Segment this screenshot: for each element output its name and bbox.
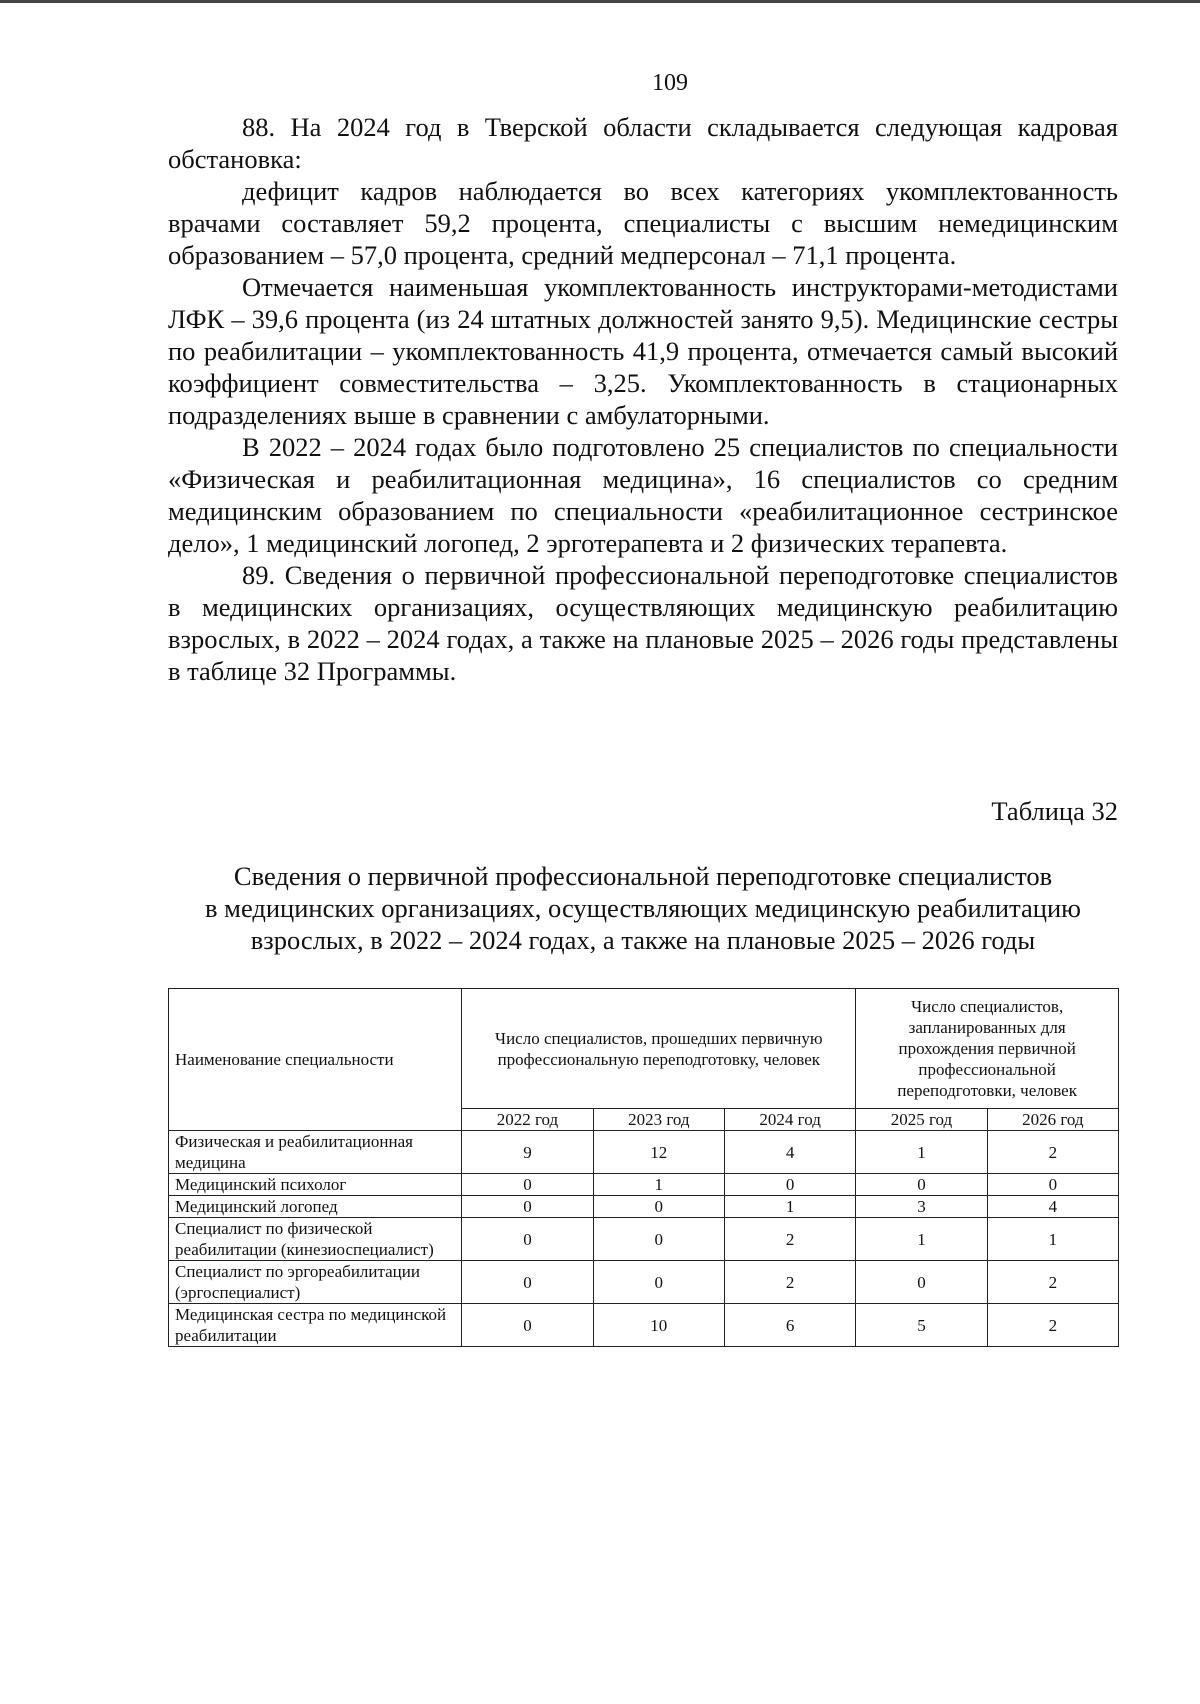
header-year: 2024 год [724,1109,855,1131]
table-row [169,1261,1119,1304]
table-title-line: взрослых, в 2022 – 2024 годах, а также на плановые 2025 – 2026 годы [250,925,1036,955]
cell-value: 0 [462,1218,593,1261]
cell-value: 3 [856,1196,987,1218]
table-title-line: в медицинских организациях, осуществляющих медицинскую реабилитацию [205,893,1081,923]
cell-value: 0 [593,1196,724,1218]
cell-value: 10 [593,1304,724,1347]
cell-value: 0 [856,1261,987,1304]
header-year: 2022 год [462,1109,593,1131]
paragraph-deficit: дефицит кадров наблюдается во всех категориях укомплектованность врачами составляет 59,2 процента, специалисты с высшим немедицинским образованием – 57,0 процента, средний медперсонал – 71,1 процента. [168,176,1118,270]
cell-value: 4 [987,1196,1118,1218]
specialty-name: Медицинский психолог [169,1174,462,1196]
cell-value: 1 [593,1174,724,1196]
cell-value: 2 [987,1261,1118,1304]
cell-value: 0 [462,1304,593,1347]
paragraph-88: 88. На 2024 год в Тверской области складывается следующая кадровая обстановка: [168,112,1118,174]
cell-value: 12 [593,1131,724,1174]
specialty-name: Медицинский логопед [169,1196,462,1218]
header-specialty: Наименование специальности [169,989,462,1131]
header-trained: Число специалистов, прошедших первичную профессиональную переподготовку, человек [462,989,856,1109]
cell-value: 0 [593,1261,724,1304]
cell-value: 0 [462,1196,593,1218]
cell-value: 6 [724,1304,855,1347]
cell-value: 4 [724,1131,855,1174]
cell-value: 0 [462,1261,593,1304]
table-row [169,1174,1119,1196]
specialty-name: Специалист по физической реабилитации (кинезиоспециалист) [169,1218,462,1261]
cell-value: 1 [724,1196,855,1218]
cell-value: 1 [856,1131,987,1174]
cell-value: 1 [856,1218,987,1261]
cell-value: 0 [856,1174,987,1196]
cell-value: 2 [987,1131,1118,1174]
cell-value: 2 [724,1218,855,1261]
cell-value: 0 [462,1174,593,1196]
cell-value: 0 [724,1174,855,1196]
paragraph-89: 89. Сведения о первичной профессиональной переподготовке специалистов в медицинских организациях, осуществляющих медицинскую реабилитацию взрослых, в 2022 – 2024 годах, а также на плановые 2025 – 2026 годы представлены в таблице 32 Программы. [168,560,1118,686]
table-row [169,1304,1119,1347]
cell-value: 2 [987,1304,1118,1347]
page-number: 109 [652,70,688,96]
table-label: Таблица 32 [991,796,1118,826]
header-year: 2023 год [593,1109,724,1131]
specialty-name: Физическая и реабилитационная медицина [169,1131,462,1174]
page-top-border [0,0,1200,3]
header-planned: Число специалистов, запланированных для прохождения первичной профессиональной переподготовки, человек [856,989,1119,1109]
cell-value: 1 [987,1218,1118,1261]
cell-value: 9 [462,1131,593,1174]
table-row [169,1196,1119,1218]
header-year: 2026 год [987,1109,1118,1131]
table-title [168,860,1118,956]
header-year: 2025 год [856,1109,987,1131]
table-title-line: Сведения о первичной профессиональной переподготовке специалистов [233,861,1053,891]
table-row [169,1218,1119,1261]
specialty-name: Специалист по эргореабилитации (эргоспециалист) [169,1261,462,1304]
retraining-table [168,988,1119,1347]
paragraph-training: В 2022 – 2024 годах было подготовлено 25 специалистов по специальности «Физическая и реабилитационная медицина», 16 специалистов со средним медицинским образованием по специальности «реабилитационное сестринское дело», 1 медицинский логопед, 2 эрготерапевта и 2 физических терапевта. [168,432,1118,558]
cell-value: 0 [593,1218,724,1261]
body-text [168,111,1118,687]
cell-value: 5 [856,1304,987,1347]
cell-value: 0 [987,1174,1118,1196]
table-row [169,1131,1119,1174]
cell-value: 2 [724,1261,855,1304]
paragraph-staffing: Отмечается наименьшая укомплектованность инструкторами-методистами ЛФК – 39,6 процента (из 24 штатных должностей занято 9,5). Медицинские сестры по реабилитации – укомплектованность 41,9 процента, отмечается самый высокий коэффициент совместительства – 3,25. Укомплектованность в стационарных подразделениях выше в сравнении с амбулаторными. [168,272,1118,430]
specialty-name: Медицинская сестра по медицинской реабилитации [169,1304,462,1347]
